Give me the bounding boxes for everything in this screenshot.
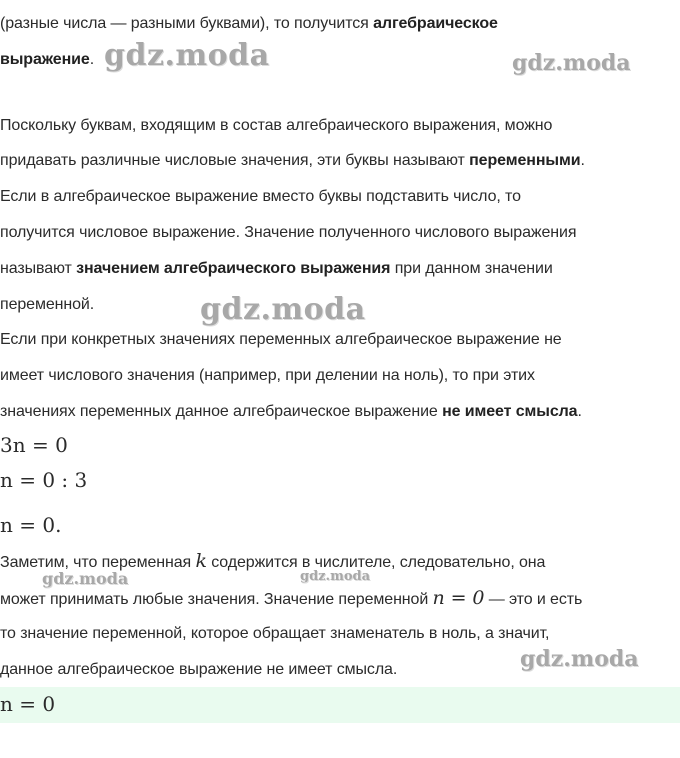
text-fragment: значениях переменных данное алгебраическое выражение	[0, 403, 443, 420]
text-fragment: может принимать любые значения. Значение переменной	[0, 591, 433, 608]
paragraph-line	[0, 259, 553, 279]
equation-line: 3n = 0	[0, 433, 68, 457]
text-fragment: при данном значении	[390, 260, 553, 277]
text-fragment: Заметим, что переменная	[0, 554, 196, 571]
text-fragment: .	[89, 51, 95, 68]
answer-box	[0, 687, 680, 723]
paragraph-line	[0, 50, 94, 70]
paragraph-line: данное алгебраическое выражение не имеет смысла.	[0, 661, 398, 678]
watermark: gdz.moda	[42, 569, 129, 588]
paragraph-line: Если при конкретных значениях переменных алгебраическое выражение не	[0, 331, 562, 348]
paragraph-line	[0, 151, 585, 171]
watermark: gdz.moda	[104, 38, 270, 73]
paragraph-line: получится числовое выражение. Значение полученного числового выражения	[0, 224, 577, 241]
watermark: gdz.moda	[200, 292, 366, 327]
paragraph-line	[0, 588, 582, 610]
paragraph-line: Поскольку буквам, входящим в состав алгебраического выражения, можно	[0, 117, 553, 134]
equation-line: n = 0 : 3	[0, 468, 88, 492]
text-fragment: .	[580, 152, 585, 169]
paragraph-line: Если в алгебраическое выражение вместо буквы подставить число, то	[0, 188, 521, 205]
text-fragment: содержится в числителе, следовательно, она	[206, 554, 546, 571]
text-fragment: (разные числа — разными буквами), то получится	[0, 15, 374, 32]
term-bold: алгебраическое	[373, 15, 498, 32]
variable-k: k	[195, 550, 207, 572]
equation-line: n = 0.	[0, 513, 62, 537]
inline-math: n = 0	[432, 587, 485, 609]
paragraph-line: то значение переменной, которое обращает знаменатель в ноль, а значит,	[0, 625, 550, 642]
paragraph-line	[0, 14, 498, 34]
term-bold: значением алгебраического выражения	[76, 260, 391, 277]
answer-math: n = 0	[0, 692, 56, 716]
paragraph-line	[0, 551, 545, 573]
paragraph-line	[0, 402, 582, 422]
watermark: gdz.moda	[520, 646, 639, 672]
watermark: gdz.moda	[300, 569, 371, 584]
text-fragment: .	[577, 403, 582, 420]
watermark: gdz.moda	[512, 50, 631, 76]
text-fragment: — это и есть	[484, 591, 583, 608]
paragraph-line: переменной.	[0, 296, 95, 313]
text-fragment: придавать различные числовые значения, эти буквы называют	[0, 152, 470, 169]
paragraph-line: имеет числового значения (например, при делении на ноль), то при этих	[0, 367, 535, 384]
text-fragment: называют	[0, 260, 77, 277]
term-bold: переменными	[469, 152, 581, 169]
term-bold: не имеет смысла	[442, 403, 578, 420]
term-bold: выражение	[0, 51, 90, 68]
